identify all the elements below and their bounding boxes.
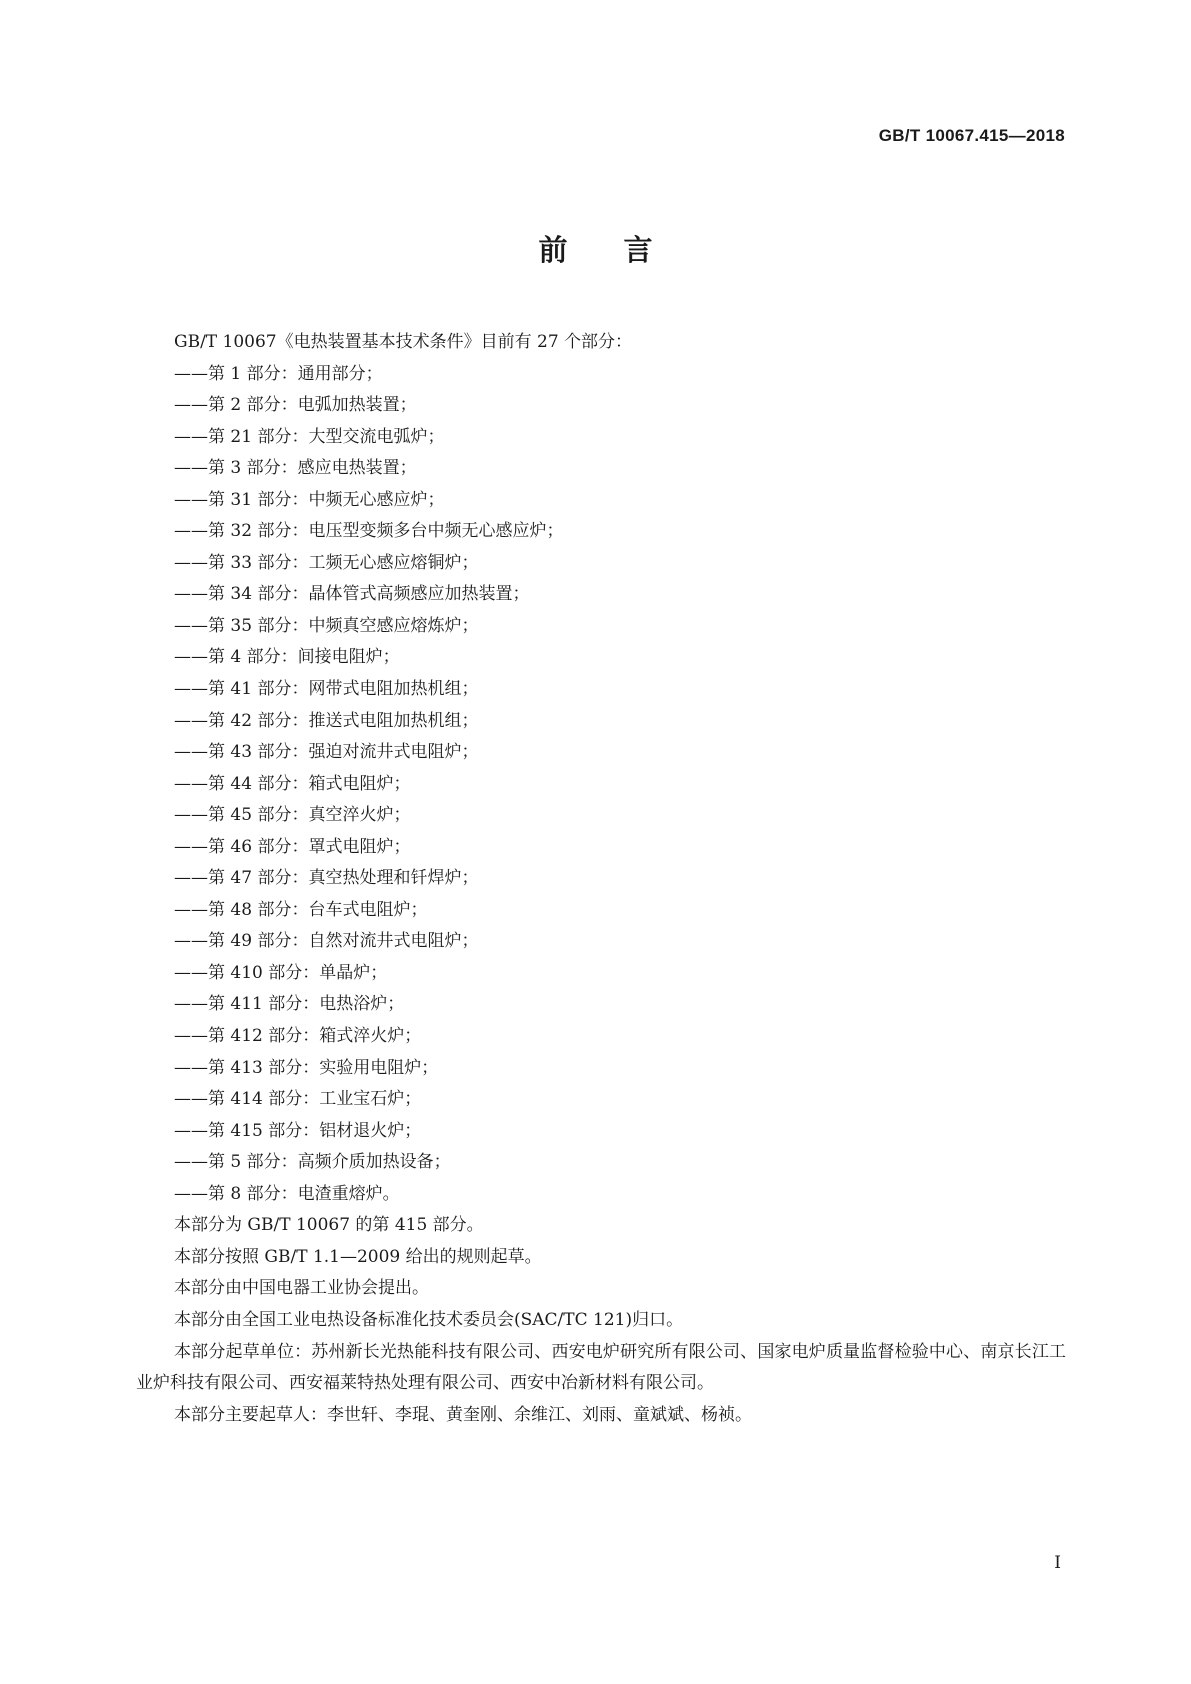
intro-line: GB/T 10067《电热装置基本技术条件》目前有 27 个部分： (174, 332, 633, 352)
standard-number: GB/T 10067.415—2018 (878, 126, 1065, 145)
list-item: ——第 1 部分：通用部分； (174, 363, 383, 384)
list-item: ——第 413 部分：实验用电阻炉； (174, 1057, 439, 1078)
list-item: ——第 5 部分：高频介质加热设备； (174, 1152, 451, 1173)
list-item: ——第 47 部分：真空热处理和钎焊炉； (174, 868, 479, 889)
list-item: ——第 44 部分：箱式电阻炉； (174, 773, 411, 794)
list-item: ——第 411 部分：电热浴炉； (174, 994, 405, 1015)
drafting-units-statement: 本部分起草单位：苏州新长光热能科技有限公司、西安电炉研究所有限公司、国家电炉质量监督检验中心、南京长江工业炉科技有限公司、西安福莱特热处理有限公司、西安中冶新材料有限公司。 (136, 1341, 1066, 1393)
list-item: ——第 3 部分：感应电热装置； (174, 458, 417, 479)
list-item: ——第 49 部分：自然对流井式电阻炉； (174, 931, 479, 952)
page-title: 前言 (538, 233, 709, 267)
drafting-rules-statement: 本部分按照 GB/T 1.1—2009 给出的规则起草。 (174, 1246, 542, 1267)
list-item: ——第 414 部分：工业宝石炉； (174, 1089, 422, 1110)
list-item: ——第 8 部分：电渣重熔炉。 (174, 1183, 400, 1204)
list-item: ——第 34 部分：晶体管式高频感应加热装置； (174, 584, 530, 605)
list-item: ——第 43 部分：强迫对流井式电阻炉； (174, 742, 479, 763)
main-drafters-statement: 本部分主要起草人：李世轩、李琨、黄奎刚、余维江、刘雨、童斌斌、杨祯。 (174, 1404, 752, 1425)
list-item: ——第 415 部分：铝材退火炉； (174, 1120, 422, 1141)
list-item: ——第 4 部分：间接电阻炉； (174, 647, 400, 668)
list-item: ——第 45 部分：真空淬火炉； (174, 805, 411, 826)
list-item: ——第 41 部分：网带式电阻加热机组； (174, 679, 479, 700)
part-number-statement: 本部分为 GB/T 10067 的第 415 部分。 (174, 1215, 484, 1236)
parts-list (136, 359, 1066, 1211)
list-item: ——第 33 部分：工频无心感应熔铜炉； (174, 552, 479, 573)
list-item: ——第 48 部分：台车式电阻炉； (174, 899, 428, 920)
list-item: ——第 21 部分：大型交流电弧炉； (174, 426, 445, 447)
list-item: ——第 42 部分：推送式电阻加热机组； (174, 710, 479, 731)
list-item: ——第 31 部分：中频无心感应炉； (174, 489, 445, 510)
list-item: ——第 412 部分：箱式淬火炉； (174, 1026, 422, 1047)
list-item: ——第 410 部分：单晶炉； (174, 962, 388, 983)
proposed-by-statement: 本部分由中国电器工业协会提出。 (174, 1278, 429, 1299)
foreword-body (136, 327, 1066, 1431)
list-item: ——第 2 部分：电弧加热装置； (174, 395, 417, 416)
page-number: I (1054, 1553, 1061, 1573)
list-item: ——第 46 部分：罩式电阻炉； (174, 836, 411, 857)
list-item: ——第 32 部分：电压型变频多台中频无心感应炉； (174, 521, 564, 542)
centralized-by-statement: 本部分由全国工业电热设备标准化技术委员会(SAC/TC 121)归口。 (174, 1309, 684, 1330)
list-item: ——第 35 部分：中频真空感应熔炼炉； (174, 615, 479, 636)
